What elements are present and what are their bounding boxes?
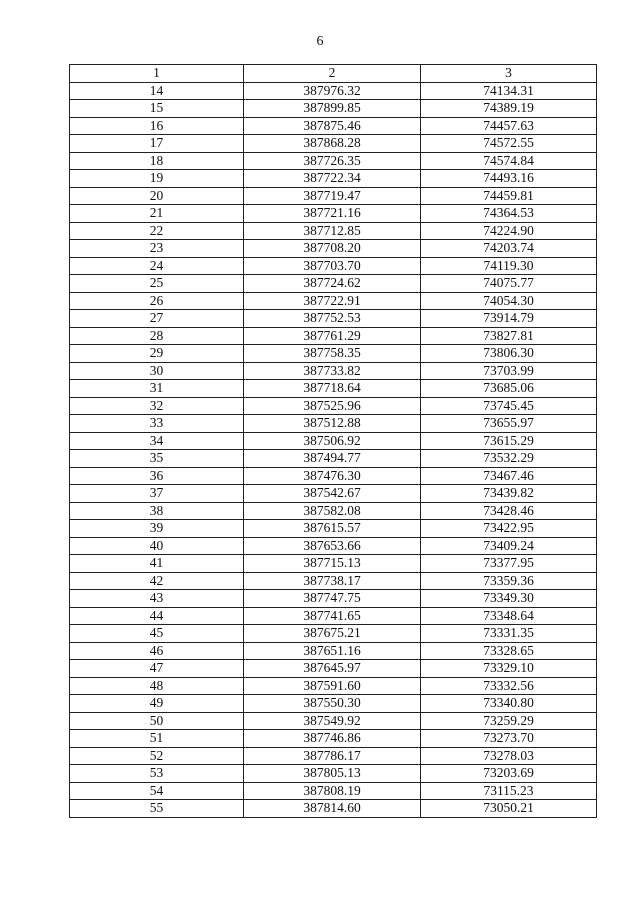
cell-point-number: 48	[70, 677, 244, 695]
table-row	[70, 345, 597, 363]
cell-y-coordinate: 73685.06	[421, 380, 597, 398]
cell-x-coordinate: 387645.97	[244, 660, 421, 678]
table-row	[70, 205, 597, 223]
cell-y-coordinate: 74389.19	[421, 100, 597, 118]
cell-point-number: 50	[70, 712, 244, 730]
cell-point-number: 54	[70, 782, 244, 800]
column-header-x-coordinate: 2	[244, 65, 421, 83]
table-row	[70, 292, 597, 310]
cell-x-coordinate: 387758.35	[244, 345, 421, 363]
cell-x-coordinate: 387747.75	[244, 590, 421, 608]
cell-y-coordinate: 73278.03	[421, 747, 597, 765]
cell-point-number: 44	[70, 607, 244, 625]
cell-y-coordinate: 73359.36	[421, 572, 597, 590]
cell-x-coordinate: 387476.30	[244, 467, 421, 485]
cell-x-coordinate: 387542.67	[244, 485, 421, 503]
cell-x-coordinate: 387708.20	[244, 240, 421, 258]
cell-y-coordinate: 73745.45	[421, 397, 597, 415]
coordinates-table	[69, 64, 597, 818]
cell-y-coordinate: 73467.46	[421, 467, 597, 485]
cell-y-coordinate: 73703.99	[421, 362, 597, 380]
table-row	[70, 572, 597, 590]
cell-y-coordinate: 73329.10	[421, 660, 597, 678]
cell-point-number: 43	[70, 590, 244, 608]
column-header-y-coordinate: 3	[421, 65, 597, 83]
cell-point-number: 45	[70, 625, 244, 643]
cell-x-coordinate: 387512.88	[244, 415, 421, 433]
cell-x-coordinate: 387761.29	[244, 327, 421, 345]
cell-x-coordinate: 387506.92	[244, 432, 421, 450]
cell-x-coordinate: 387675.21	[244, 625, 421, 643]
table-row	[70, 257, 597, 275]
table-row	[70, 152, 597, 170]
column-header-point-number: 1	[70, 65, 244, 83]
cell-y-coordinate: 73332.56	[421, 677, 597, 695]
cell-point-number: 52	[70, 747, 244, 765]
cell-point-number: 36	[70, 467, 244, 485]
cell-point-number: 33	[70, 415, 244, 433]
table-row	[70, 712, 597, 730]
cell-point-number: 46	[70, 642, 244, 660]
cell-x-coordinate: 387786.17	[244, 747, 421, 765]
table-row	[70, 135, 597, 153]
cell-y-coordinate: 74203.74	[421, 240, 597, 258]
cell-y-coordinate: 73409.24	[421, 537, 597, 555]
cell-point-number: 55	[70, 800, 244, 818]
cell-x-coordinate: 387525.96	[244, 397, 421, 415]
table-row	[70, 642, 597, 660]
cell-point-number: 49	[70, 695, 244, 713]
table-row	[70, 765, 597, 783]
cell-x-coordinate: 387738.17	[244, 572, 421, 590]
cell-point-number: 40	[70, 537, 244, 555]
cell-point-number: 30	[70, 362, 244, 380]
cell-point-number: 23	[70, 240, 244, 258]
cell-point-number: 47	[70, 660, 244, 678]
cell-x-coordinate: 387726.35	[244, 152, 421, 170]
table-row	[70, 275, 597, 293]
cell-x-coordinate: 387875.46	[244, 117, 421, 135]
cell-point-number: 38	[70, 502, 244, 520]
cell-point-number: 28	[70, 327, 244, 345]
table-row	[70, 607, 597, 625]
table-row	[70, 800, 597, 818]
table-row	[70, 747, 597, 765]
table-row	[70, 520, 597, 538]
table-row	[70, 485, 597, 503]
cell-point-number: 16	[70, 117, 244, 135]
cell-y-coordinate: 74574.84	[421, 152, 597, 170]
cell-point-number: 20	[70, 187, 244, 205]
cell-point-number: 17	[70, 135, 244, 153]
cell-x-coordinate: 387741.65	[244, 607, 421, 625]
cell-point-number: 31	[70, 380, 244, 398]
table-row	[70, 100, 597, 118]
cell-x-coordinate: 387550.30	[244, 695, 421, 713]
cell-y-coordinate: 73331.35	[421, 625, 597, 643]
cell-point-number: 21	[70, 205, 244, 223]
table-row	[70, 117, 597, 135]
cell-x-coordinate: 387712.85	[244, 222, 421, 240]
cell-y-coordinate: 73349.30	[421, 590, 597, 608]
cell-x-coordinate: 387976.32	[244, 82, 421, 100]
cell-y-coordinate: 73615.29	[421, 432, 597, 450]
table-row	[70, 82, 597, 100]
cell-x-coordinate: 387868.28	[244, 135, 421, 153]
cell-point-number: 19	[70, 170, 244, 188]
cell-point-number: 26	[70, 292, 244, 310]
cell-point-number: 18	[70, 152, 244, 170]
cell-point-number: 25	[70, 275, 244, 293]
cell-x-coordinate: 387591.60	[244, 677, 421, 695]
table-row	[70, 170, 597, 188]
table-row	[70, 625, 597, 643]
table-row	[70, 660, 597, 678]
cell-x-coordinate: 387715.13	[244, 555, 421, 573]
cell-point-number: 34	[70, 432, 244, 450]
cell-point-number: 37	[70, 485, 244, 503]
cell-y-coordinate: 73655.97	[421, 415, 597, 433]
cell-point-number: 14	[70, 82, 244, 100]
cell-y-coordinate: 74054.30	[421, 292, 597, 310]
cell-point-number: 15	[70, 100, 244, 118]
cell-x-coordinate: 387808.19	[244, 782, 421, 800]
cell-y-coordinate: 73377.95	[421, 555, 597, 573]
cell-point-number: 41	[70, 555, 244, 573]
table-row	[70, 467, 597, 485]
cell-x-coordinate: 387805.13	[244, 765, 421, 783]
cell-y-coordinate: 73914.79	[421, 310, 597, 328]
cell-y-coordinate: 73428.46	[421, 502, 597, 520]
table-row	[70, 555, 597, 573]
table-row	[70, 450, 597, 468]
table-header-row	[70, 65, 597, 83]
table-row	[70, 730, 597, 748]
cell-point-number: 42	[70, 572, 244, 590]
cell-y-coordinate: 74459.81	[421, 187, 597, 205]
cell-y-coordinate: 74224.90	[421, 222, 597, 240]
cell-y-coordinate: 74364.53	[421, 205, 597, 223]
cell-x-coordinate: 387494.77	[244, 450, 421, 468]
cell-x-coordinate: 387719.47	[244, 187, 421, 205]
cell-x-coordinate: 387746.86	[244, 730, 421, 748]
cell-y-coordinate: 73806.30	[421, 345, 597, 363]
cell-x-coordinate: 387722.91	[244, 292, 421, 310]
table-row	[70, 327, 597, 345]
cell-x-coordinate: 387899.85	[244, 100, 421, 118]
page-number: 6	[316, 34, 324, 49]
cell-y-coordinate: 73439.82	[421, 485, 597, 503]
table-row	[70, 222, 597, 240]
cell-y-coordinate: 73827.81	[421, 327, 597, 345]
cell-point-number: 29	[70, 345, 244, 363]
cell-point-number: 22	[70, 222, 244, 240]
cell-x-coordinate: 387814.60	[244, 800, 421, 818]
cell-x-coordinate: 387733.82	[244, 362, 421, 380]
table-row	[70, 537, 597, 555]
table-row	[70, 380, 597, 398]
table-row	[70, 187, 597, 205]
cell-y-coordinate: 73348.64	[421, 607, 597, 625]
cell-x-coordinate: 387615.57	[244, 520, 421, 538]
cell-y-coordinate: 74457.63	[421, 117, 597, 135]
cell-y-coordinate: 73532.29	[421, 450, 597, 468]
table-row	[70, 397, 597, 415]
table-row	[70, 695, 597, 713]
cell-point-number: 27	[70, 310, 244, 328]
cell-y-coordinate: 73422.95	[421, 520, 597, 538]
cell-x-coordinate: 387722.34	[244, 170, 421, 188]
cell-x-coordinate: 387721.16	[244, 205, 421, 223]
cell-y-coordinate: 73050.21	[421, 800, 597, 818]
cell-x-coordinate: 387582.08	[244, 502, 421, 520]
cell-x-coordinate: 387651.16	[244, 642, 421, 660]
table-row	[70, 310, 597, 328]
cell-point-number: 35	[70, 450, 244, 468]
cell-y-coordinate: 74119.30	[421, 257, 597, 275]
cell-y-coordinate: 73115.23	[421, 782, 597, 800]
cell-y-coordinate: 74134.31	[421, 82, 597, 100]
table-row	[70, 415, 597, 433]
cell-point-number: 24	[70, 257, 244, 275]
cell-x-coordinate: 387653.66	[244, 537, 421, 555]
cell-y-coordinate: 73259.29	[421, 712, 597, 730]
cell-x-coordinate: 387703.70	[244, 257, 421, 275]
cell-point-number: 53	[70, 765, 244, 783]
table-body	[70, 82, 597, 817]
cell-point-number: 39	[70, 520, 244, 538]
cell-point-number: 32	[70, 397, 244, 415]
cell-x-coordinate: 387752.53	[244, 310, 421, 328]
table-row	[70, 432, 597, 450]
table-row	[70, 782, 597, 800]
cell-x-coordinate: 387718.64	[244, 380, 421, 398]
cell-y-coordinate: 74493.16	[421, 170, 597, 188]
cell-y-coordinate: 73273.70	[421, 730, 597, 748]
cell-y-coordinate: 73203.69	[421, 765, 597, 783]
table-row	[70, 240, 597, 258]
cell-point-number: 51	[70, 730, 244, 748]
cell-y-coordinate: 73328.65	[421, 642, 597, 660]
cell-y-coordinate: 73340.80	[421, 695, 597, 713]
table-row	[70, 677, 597, 695]
cell-x-coordinate: 387549.92	[244, 712, 421, 730]
table-row	[70, 502, 597, 520]
table-row	[70, 590, 597, 608]
table-row	[70, 362, 597, 380]
cell-x-coordinate: 387724.62	[244, 275, 421, 293]
cell-y-coordinate: 74572.55	[421, 135, 597, 153]
cell-y-coordinate: 74075.77	[421, 275, 597, 293]
